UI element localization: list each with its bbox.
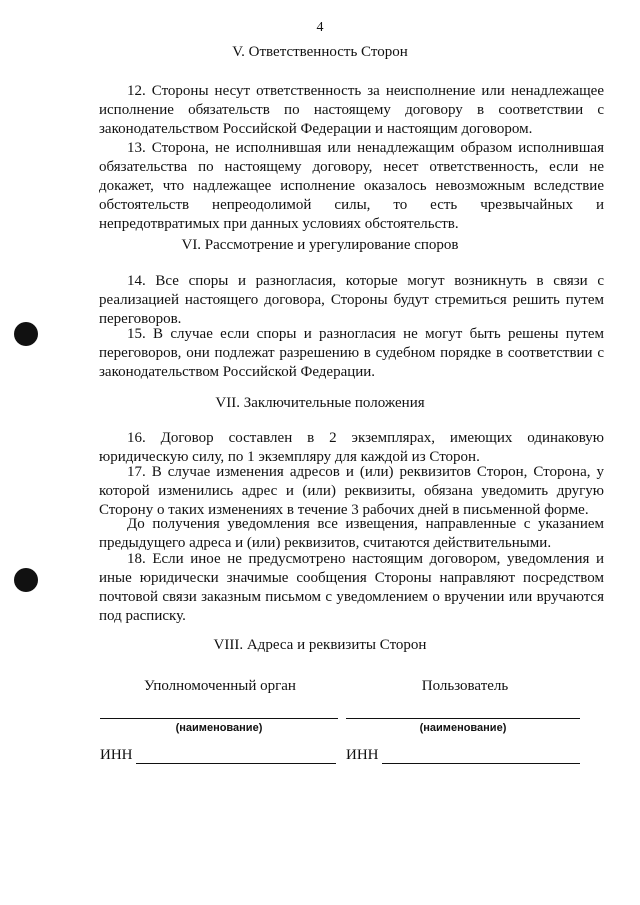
party-left-name-caption: (наименование) [175, 722, 263, 734]
party-left-name-line [100, 718, 338, 719]
party-left-title: Уполномоченный орган [144, 678, 296, 694]
party-right-inn-label: ИНН [346, 747, 379, 763]
party-right-name-caption: (наименование) [419, 722, 507, 734]
paragraph-12: 12. Стороны несут ответственность за неисполнение или ненадлежащее исполнение обязательств по настоящему договору в соответствии с законодательством Российской Федерации и настоящим договором. [99, 83, 604, 137]
paragraph-15: 15. В случае если споры и разногласия не могут быть решены путем переговоров, они подлежат разрешению в судебном порядке в соответствии с законодательством Российской Федерации. [99, 326, 604, 380]
party-left-inn-label: ИНН [100, 747, 133, 763]
paragraph-17: 17. В случае изменения адресов и (или) реквизитов Сторон, Сторона, у которой изменились адрес и (или) реквизиты, обязана уведомить другую Сторону о таких изменениях в течение 3 рабочих дней в письменной форме. [99, 464, 604, 518]
punch-hole-bottom [14, 568, 38, 592]
party-left-inn-line [136, 763, 336, 764]
paragraph-17-note: До получения уведомления все извещения, направленные с указанием предыдущего адреса и (или) реквизитов, считаются действительными. [99, 516, 604, 551]
paragraph-13: 13. Сторона, не исполнившая или ненадлежащим образом исполнившая обязательства по настоящему договору, несет ответственность, если не докажет, что надлежащее исполнение оказалось невозможным вследствие обстоятельств непреодолимой силы, то есть чрезвычайных и непредотвратимых при данных условиях обстоятельств. [99, 140, 604, 232]
section-heading-vii: VII. Заключительные положения [215, 395, 425, 411]
party-right-inn-line [382, 763, 580, 764]
party-right-title: Пользователь [421, 678, 509, 694]
paragraph-16: 16. Договор составлен в 2 экземплярах, имеющих одинаковую юридическую силу, по 1 экземпляру для каждой из Сторон. [99, 430, 604, 465]
punch-hole-top [14, 322, 38, 346]
section-heading-v: V. Ответственность Сторон [232, 44, 408, 60]
page-number: 4 [316, 20, 324, 35]
section-heading-vi: VI. Рассмотрение и урегулирование споров [181, 237, 459, 253]
section-heading-viii: VIII. Адреса и реквизиты Сторон [213, 637, 427, 653]
party-right-name-line [346, 718, 580, 719]
paragraph-18: 18. Если иное не предусмотрено настоящим договором, уведомления и иные юридически значимые сообщения Стороны направляют посредством почтовой связи заказным письмом с уведомлением о вручении или вручаются под расписку. [99, 551, 604, 624]
paragraph-14: 14. Все споры и разногласия, которые могут возникнуть в связи с реализацией настоящего договора, Стороны будут стремиться решить путем переговоров. [99, 273, 604, 327]
